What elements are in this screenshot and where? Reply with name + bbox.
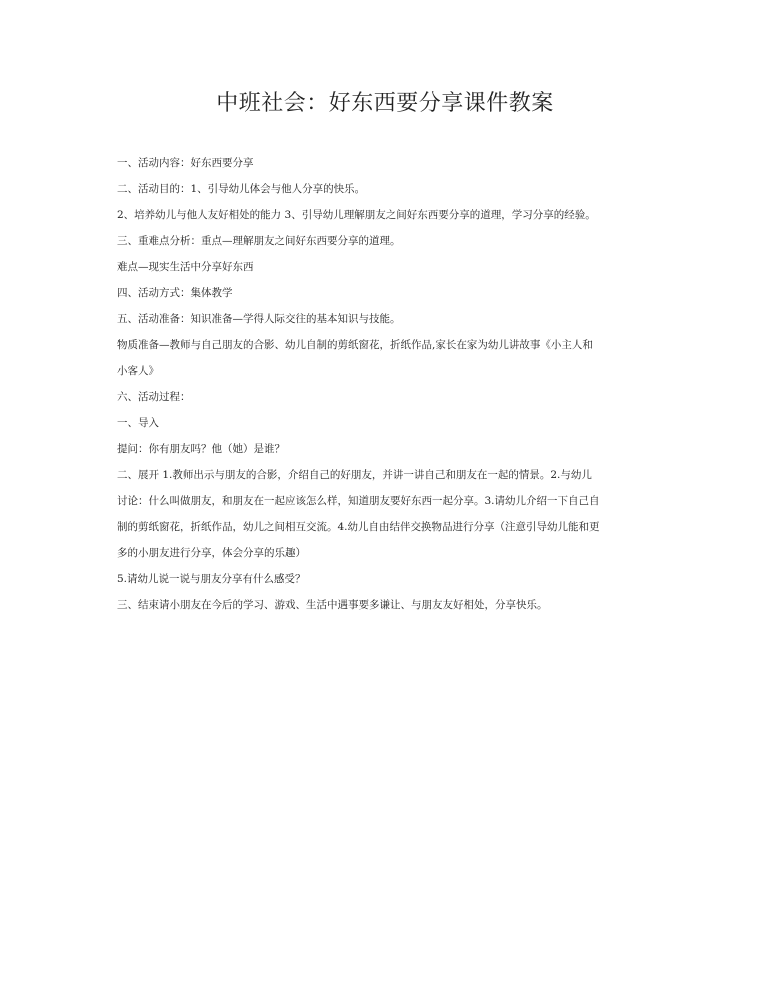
paragraph-line: 一、活动内容：好东西要分享: [117, 157, 254, 169]
document-title: 中班社会：好东西要分享课件教案: [216, 91, 554, 116]
paragraph-line: 二、展开 1.教师出示与朋友的合影，介绍自己的好朋友，并讲一讲自己和朋友在一起的情景。2.与幼儿: [117, 469, 592, 481]
paragraph-line: 讨论：什么叫做朋友，和朋友在一起应该怎么样，知道朋友要好东西一起分享。3.请幼儿介绍一下自己自: [117, 495, 600, 507]
paragraph-line: 5.请幼儿说一说与朋友分享有什么感受？: [117, 573, 306, 585]
paragraph-line: 难点—现实生活中分享好东西: [117, 261, 254, 273]
paragraph-line: 2、培养幼儿与他人友好相处的能力 3、引导幼儿理解朋友之间好东西要分享的道理，学习分享的经验。: [117, 209, 596, 221]
paragraph-line: 提问：你有朋友吗？他（她）是谁？: [117, 443, 285, 455]
paragraph-line: 四、活动方式：集体教学: [117, 287, 233, 299]
document-body: [117, 150, 657, 618]
paragraph-line: 五、活动准备：知识准备—学得人际交往的基本知识与技能。: [117, 313, 401, 325]
paragraph-line: 多的小朋友进行分享，体会分享的乐趣）: [117, 547, 306, 559]
paragraph-line: 一、导入: [117, 417, 159, 429]
paragraph-line: 物质准备—教师与自己朋友的合影、幼儿自制的剪纸窗花，折纸作品,家长在家为幼儿讲故事《小主人和: [117, 339, 593, 351]
paragraph-line: 三、重难点分析：重点—理解朋友之间好东西要分享的道理。: [117, 235, 401, 247]
paragraph-line: 三、结束请小朋友在今后的学习、游戏、生活中遇事要多谦让、与朋友友好相处，分享快乐。: [117, 599, 548, 611]
paragraph-line: 小客人》: [117, 365, 159, 377]
paragraph-line: 六、活动过程：: [117, 391, 191, 403]
paragraph-line: 二、活动目的：1、引导幼儿体会与他人分享的快乐。: [117, 183, 366, 195]
paragraph-line: 制的剪纸窗花，折纸作品，幼儿之间相互交流。4.幼儿自由结伴交换物品进行分享（注意引导幼儿能和更: [117, 521, 600, 533]
